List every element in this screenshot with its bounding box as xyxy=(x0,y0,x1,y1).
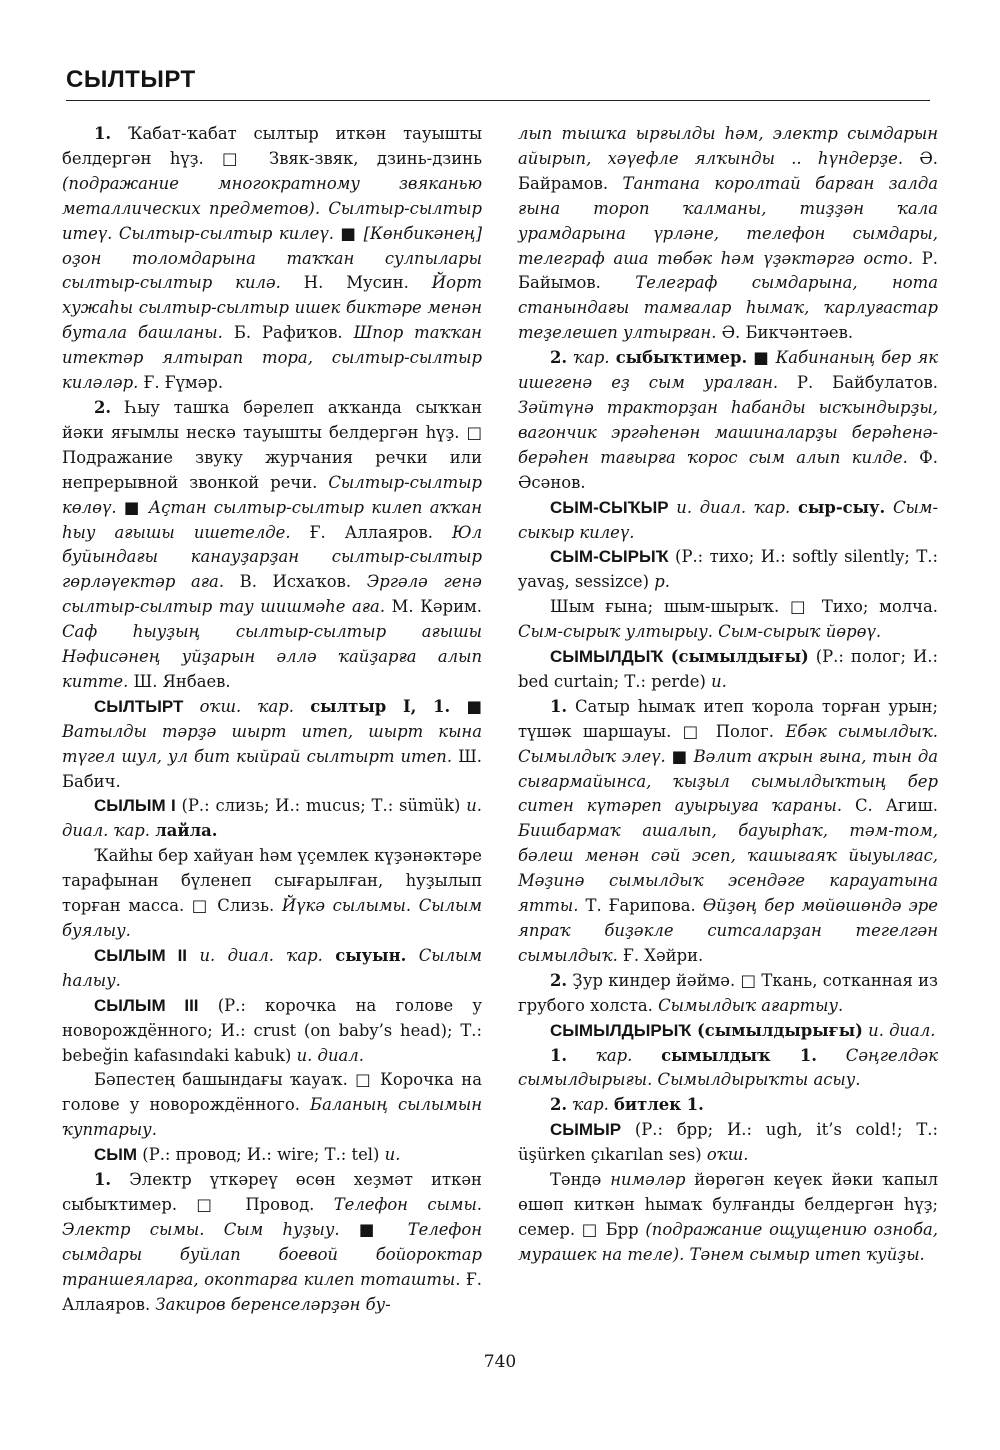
quote-text: Тантана королтай барған залда ғына тороп ҡалманы, тиҙҙән ҡала урамдарына үрләне, телефон сымдары, телеграф аша төбәк һәм үҙәктәргә осто. xyxy=(518,173,938,268)
quote-text: Вәлит аҡрын ғына, тын да сығармайынса, ҡыҙыл сымылдыҡтың бер ситен күтәреп ауырыуға ҡараны. xyxy=(518,746,938,816)
definition-text: Ҙур киндер йәймә. □ Ткань, сотканная из грубого холста. xyxy=(518,970,938,1015)
quote-text: Ватылды тәрҙә шырт итеп, шырт кына түгел шул, ул бит кыйрай сылтырт итеп. xyxy=(62,721,482,766)
translations: (Р.: слизь; И.: mucus; Т.: sümük) xyxy=(175,796,467,816)
entry-sylym-2 xyxy=(62,944,482,994)
header-rule xyxy=(66,100,930,101)
cross-reference: лайла. xyxy=(155,821,218,841)
example-text: Сымылдыҡ ағартыу. xyxy=(658,995,844,1015)
quote-author: С. Агиш. xyxy=(842,796,938,816)
translations: (Р.: корочка на голове у новорождённого; И.: crust (on baby’s head); Т.: bebeğin kafasındaki kabuk) xyxy=(62,995,482,1065)
example-text: Йүкә сылымы. Сылым буялыу. xyxy=(62,896,482,940)
example-text: Сым-сыкыр килеү. xyxy=(518,497,938,542)
quote-text: Телефон сымдары буйлап боевой бойороктар траншеяларға, окоптарға килеп тоташты. xyxy=(62,1219,482,1289)
definition-text: Бәпестең башындағы ҡауаҡ. □ Корочка на голове у новорождённого. xyxy=(62,1070,482,1115)
quote-author: Ш. Янбаев. xyxy=(128,671,231,691)
sense-number: 2. xyxy=(550,1095,568,1115)
page-number: 740 xyxy=(483,1352,517,1372)
entry-sym-syryk xyxy=(518,545,938,595)
grammar-label: р. xyxy=(654,572,670,592)
grammar-label: и. диал. ҡар. xyxy=(668,497,798,517)
definition-text: Электр үткәреү өсөн хеҙмәт иткән сыбыҡтимер. □ Провод. xyxy=(62,1170,482,1214)
translations: (Р.: тихо; И.: softly silently; Т.: yavaş, sessizce) xyxy=(518,547,938,592)
cross-reference: сылтыр I, 1. xyxy=(310,696,451,716)
definition-text: Тәндә xyxy=(550,1170,611,1190)
quote-author: В. Исхаҡов. xyxy=(224,572,367,592)
headword: СЫЛЫМ I xyxy=(94,796,176,816)
example-text: Сәңгелдәк сымылдырығы. Сымылдырыҡты асыу. xyxy=(518,1045,938,1090)
quote-author: Ә. Бикчәнтәев. xyxy=(716,323,854,343)
marker: ■ xyxy=(450,696,483,716)
marker: ■ xyxy=(339,1219,408,1239)
sense-paragraph xyxy=(518,1044,938,1094)
entry-sylym-1 xyxy=(62,794,482,844)
grammar-label: и. диал. xyxy=(862,1020,936,1040)
quote-author: Ш. Бабич. xyxy=(62,746,483,791)
marker: ■ xyxy=(665,746,694,766)
entry-sym-sykyr xyxy=(518,496,938,546)
example-text: нимәләр xyxy=(610,1170,686,1190)
grammar-label: и. xyxy=(711,671,727,691)
sense-paragraph xyxy=(62,122,482,396)
sense-paragraph xyxy=(62,1168,482,1317)
entry-sym xyxy=(62,1143,482,1168)
sense-number: 1. xyxy=(550,696,568,716)
quote-text: Бишбармаҡ ашалып, бауырһаҡ, тәм-том, бәлеш менән сәй эсеп, ҡашығаяҡ йыуылғас, Мәҙинә сымылдыҡ эсендәге карауатына ятты. xyxy=(518,821,938,916)
example-text: Сылым һалыу. xyxy=(62,945,482,990)
sense-number: 1. xyxy=(94,1170,112,1190)
quote-text: Йорт хужаһы сылтыр-сылтыр ишек биктәре менән бутала башланы. xyxy=(62,273,482,343)
cross-reference: битлек 1. xyxy=(613,1095,704,1115)
headword: СЫЛЫМ III xyxy=(94,995,199,1015)
headword: СЫМ-СЫҠЫР xyxy=(550,497,669,517)
continued-paragraph xyxy=(518,122,938,346)
headword-variant: (сымылдырығы) xyxy=(691,1020,863,1040)
quote-author: М. Кәрим. xyxy=(385,597,482,617)
translations: (Р.: брр; И.: ugh, it’s cold!; Т.: üşürken çıkarılan ses) xyxy=(518,1120,938,1165)
right-column xyxy=(518,122,938,1268)
left-column xyxy=(62,122,482,1318)
quote-text: Кабинаның бер як ишегенә еҙ сым уралған. xyxy=(518,348,938,393)
cross-reference: сыр-сыу. xyxy=(797,497,886,517)
quote-text: Шпор таҡҡан итектәр ялтырап тора, сылтыр-сылтыр киләләр. xyxy=(62,323,482,393)
quote-author: Ғ. Аллаяров. xyxy=(290,522,453,542)
headword-variant: (сымылдығы) xyxy=(663,647,809,667)
grammar-label: оҡш. xyxy=(706,1145,749,1165)
quote-text: Аҫтан сылтыр-сылтыр килеп аҡҡан һыу ағышы ишетелде. xyxy=(62,497,482,542)
headword: СЫМ-СЫРЫҠ xyxy=(550,547,669,567)
example-text: Сылтыр-сылтыр көлөү. xyxy=(62,472,482,517)
entry-sylтyrt xyxy=(62,695,482,795)
definition-paragraph xyxy=(518,595,938,645)
sense-paragraph xyxy=(518,346,938,495)
quote-author: Ә. Байрамов. xyxy=(518,148,938,193)
example-text: Баланың сылымын ҡуптарыу. xyxy=(62,1095,482,1140)
headword: СЫЛЫМ II xyxy=(94,945,188,965)
definition-text: Шым ғына; шым-шырыҡ. □ Тихо; молча. xyxy=(550,597,938,617)
cross-reference: сыбыҡтимер. xyxy=(615,348,748,368)
example-text: (подражание ощущению озноба, мурашек на теле). Тәнем сымыр итеп ҡуйҙы. xyxy=(518,1219,938,1264)
grammar-label: и. диал. ҡар. xyxy=(187,945,336,965)
definition-text: Ҡайһы бер хайуан һәм үҫемлек күҙәнәктәре тарафынан бүленеп сығарылған, һуҙылып торған масса. □ Слизь. xyxy=(62,846,482,916)
cross-reference: сымылдыҡ 1. xyxy=(661,1045,818,1065)
entry-symyldyryk xyxy=(518,1019,938,1044)
grammar-label: ҡар. xyxy=(567,1045,662,1065)
headword: СЫМЫР xyxy=(550,1120,622,1140)
sense-number: 1. xyxy=(550,1045,568,1065)
marker: ■ xyxy=(116,497,149,517)
example-text: Сым-сырыҡ ултырыу. Сым-сырыҡ йөрөү. xyxy=(518,622,882,642)
sense-number: 2. xyxy=(550,348,568,368)
translations: (Р.: полог; И.: bed curtain; Т.: perde) xyxy=(518,647,938,691)
sense-number: 1. xyxy=(94,124,112,143)
marker: ■ xyxy=(333,223,364,243)
quote-author: Ғ. Хәйри. xyxy=(617,945,704,965)
quote-author: Ғ. Аллаяров. xyxy=(62,1269,483,1314)
definition-paragraph xyxy=(62,844,482,944)
definition-text: йөрөгән кеүек йәки ҡапыл өшөп киткән һымаҡ булғанды белдергән һүҙ; семер. □ Брр xyxy=(518,1170,938,1239)
sense-paragraph xyxy=(518,969,938,1019)
quote-text: Саф һыуҙың сылтыр-сылтыр ағышы Нәфисәнең уйҙарын әллә ҡайҙарға алып китте. xyxy=(62,622,482,691)
translations: (Р.: провод; И.: wire; Т.: tel) xyxy=(137,1145,385,1165)
quote-author: Р. Байбулатов. xyxy=(778,373,938,393)
definition-text: Ҡабат-ҡабат сылтыр иткән тауышты белдергән һүҙ. □ Звяк-звяк, дзинь-дзинь xyxy=(62,124,482,168)
definition-text: Сатыр һымаҡ итеп ҡорола торған урын; түшәк шаршауы. □ Полог. xyxy=(518,696,938,741)
quote-author: Б. Рафиҡов. xyxy=(222,323,354,343)
quote-text: Өйҙөң бер мөйөшөндә эре япраҡ биҙәкле ситсаларҙан тегелгән сымылдыҡ. xyxy=(518,896,938,965)
quote-author: Ф. Әсәнов. xyxy=(518,447,938,492)
example-text: Телефон сымы. Электр сымы. Сым һуҙыу. xyxy=(62,1194,482,1239)
headword: СЫМ xyxy=(94,1145,138,1165)
headword: СЫЛТЫРТ xyxy=(94,696,184,716)
quote-text: Эргәлә генә сылтыр-сылтыр тау шишмәһе аға. xyxy=(62,572,482,617)
quote-author: Т. Ғарипова. xyxy=(578,896,703,916)
entry-symyr xyxy=(518,1118,938,1168)
sense-number: 2. xyxy=(94,397,112,417)
definition-paragraph xyxy=(62,1068,482,1143)
example-text: (подражание многократному звяканью металлических предметов). Сылтыр-сылтыр итеү. Сылтыр-сылтыр килеү. xyxy=(62,173,482,243)
headword: СЫМЫЛДЫҠ xyxy=(550,647,664,667)
quote-author: Р. Байымов. xyxy=(518,248,939,293)
grammar-label: оҡш. ҡар. xyxy=(183,696,311,716)
grammar-label: и. диал. xyxy=(296,1045,364,1065)
example-text: Ебәк сымылдыҡ. Сымылдыҡ элеү. xyxy=(518,721,938,766)
grammar-label: ҡар. xyxy=(567,1095,614,1115)
quote-author: Н. Мусин. xyxy=(280,273,432,293)
sense-number: 2. xyxy=(550,970,568,990)
grammar-label: и. диал. ҡар. xyxy=(62,796,482,841)
quote-text: Закиров беренселәрҙән бу- xyxy=(155,1294,391,1314)
entry-symyldyk xyxy=(518,645,938,695)
grammar-label: и. xyxy=(384,1145,401,1165)
definition-text: Һыу ташҡа бәрелеп аҡҡанда сыҡҡан йәки яғымлы нескә тауышты белдергән һүҙ. □ Подражание звуку журчания речки или непрерывной звонкой речи. xyxy=(62,397,482,492)
marker: ■ xyxy=(747,348,776,368)
quote-text: лып тышҡа ырғылды һәм, электр сымдарын айырып, хәүефле ялҡынды .. һүндерҙе. xyxy=(518,124,938,168)
sense-paragraph xyxy=(62,396,482,695)
cross-reference: сыуын. xyxy=(335,945,407,965)
sense-paragraph xyxy=(518,1093,938,1118)
quote-author: Ғ. Ғүмәр. xyxy=(138,373,224,393)
quote-text: Зәйтүнә тракторҙан һабанды ысҡындырҙы, вагончик эргәһенән машиналарҙы берәһенә-берәһен тағырға ҡорос сым алып килде. xyxy=(518,397,938,467)
definition-paragraph xyxy=(518,1168,938,1268)
quote-text: [Көнбикәнең] оҙон толомдарына таҡҡан сулпылары сылтыр-сылтыр килә. xyxy=(62,223,482,293)
running-header: СЫЛТЫРТ xyxy=(66,66,196,93)
grammar-label: ҡар. xyxy=(567,348,616,368)
entry-sylym-3 xyxy=(62,994,482,1069)
headword: СЫМЫЛДЫРЫҠ xyxy=(550,1020,692,1040)
quote-text: Юл буйындағы канауҙарҙан сылтыр-сылтыр гөрләүектәр аға. xyxy=(62,522,483,592)
sense-paragraph xyxy=(518,695,938,969)
quote-text: Телеграф сымдарына, нота станындағы тамғалар һымаҡ, ҡарлуғастар теҙелешеп ултырған. xyxy=(518,273,938,343)
